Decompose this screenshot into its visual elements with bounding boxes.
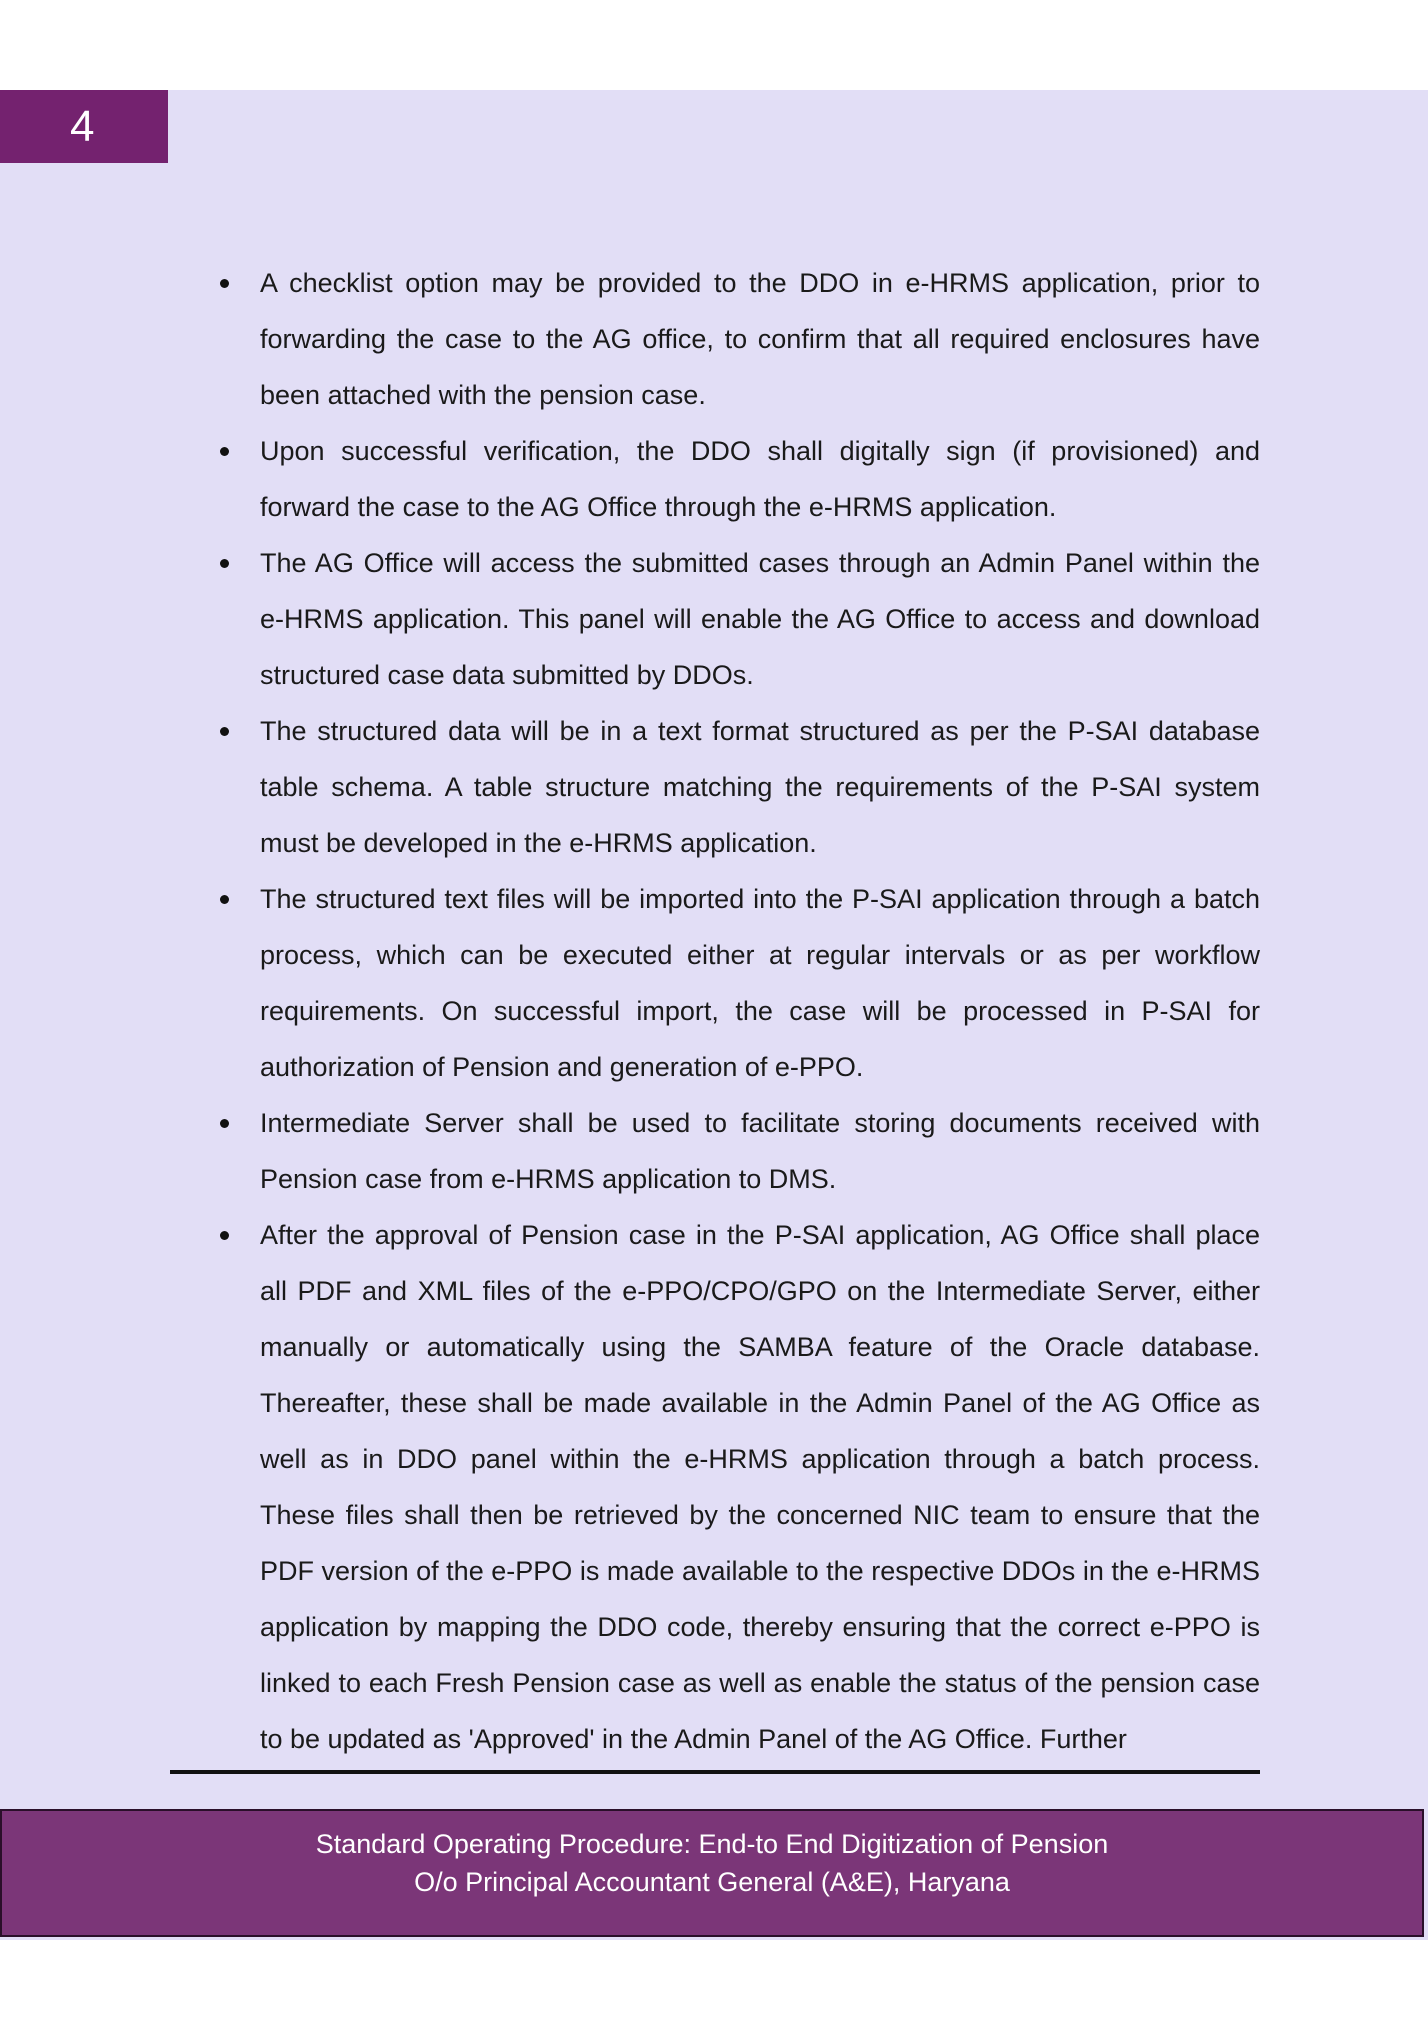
bullet-icon [220,727,229,736]
bullet-list [218,255,1260,1767]
bullet-icon [220,447,229,456]
list-item-text: Intermediate Server shall be used to facilitate storing documents received with Pension case from e-HRMS application to DMS. [260,1108,1260,1194]
list-item [218,871,1260,1095]
footer-office: O/o Principal Accountant General (A&E), Haryana [414,1867,1010,1897]
list-item-text: The structured text files will be imported into the P-SAI application through a batch process, which can be executed either at regular intervals or as per workflow requirements. On successful import, the case will be processed in P-SAI for authorization of Pension and generation of e-PPO. [260,884,1260,1082]
list-item-text: After the approval of Pension case in the P-SAI application, AG Office shall place all PDF and XML files of the e-PPO/CPO/GPO on the Intermediate Server, either manually or automatically using the SAMBA feature of the Oracle database. Thereafter, these shall be made available in the Admin Panel of the AG Office as well as in DDO panel within the e-HRMS application through a batch process. These files shall then be retrieved by the concerned NIC team to ensure that the PDF version of the e-PPO is made available to the respective DDOs in the e-HRMS application by mapping the DDO code, thereby ensuring that the correct e-PPO is linked to each Fresh Pension case as well as enable the status of the pension case to be updated as 'Approved' in the Admin Panel of the AG Office. Further [260,1220,1260,1754]
list-item [218,423,1260,535]
footer-title: Standard Operating Procedure: End-to End Digitization of Pension [315,1829,1109,1859]
bullet-icon [220,1119,229,1128]
bullet-icon [220,895,229,904]
list-item-text: The structured data will be in a text format structured as per the P-SAI database table schema. A table structure matching the requirements of the P-SAI system must be developed in the e-HRMS application. [260,716,1260,858]
footer-divider [170,1770,1260,1774]
bullet-icon [220,1231,229,1240]
list-item [218,255,1260,423]
bullet-icon [220,559,229,568]
list-item [218,1095,1260,1207]
list-item-text: A checklist option may be provided to the DDO in e-HRMS application, prior to forwarding the case to the AG office, to confirm that all required enclosures have been attached with the pension case. [260,268,1260,410]
list-item [218,535,1260,703]
footer [0,1809,1424,1937]
page-number: 4 [0,90,168,163]
bullet-icon [220,279,229,288]
list-item [218,1207,1260,1767]
list-item [218,703,1260,871]
list-item-text: Upon successful verification, the DDO shall digitally sign (if provisioned) and forward the case to the AG Office through the e-HRMS application. [260,436,1260,522]
list-item-text: The AG Office will access the submitted cases through an Admin Panel within the e-HRMS application. This panel will enable the AG Office to access and download structured case data submitted by DDOs. [260,548,1260,690]
